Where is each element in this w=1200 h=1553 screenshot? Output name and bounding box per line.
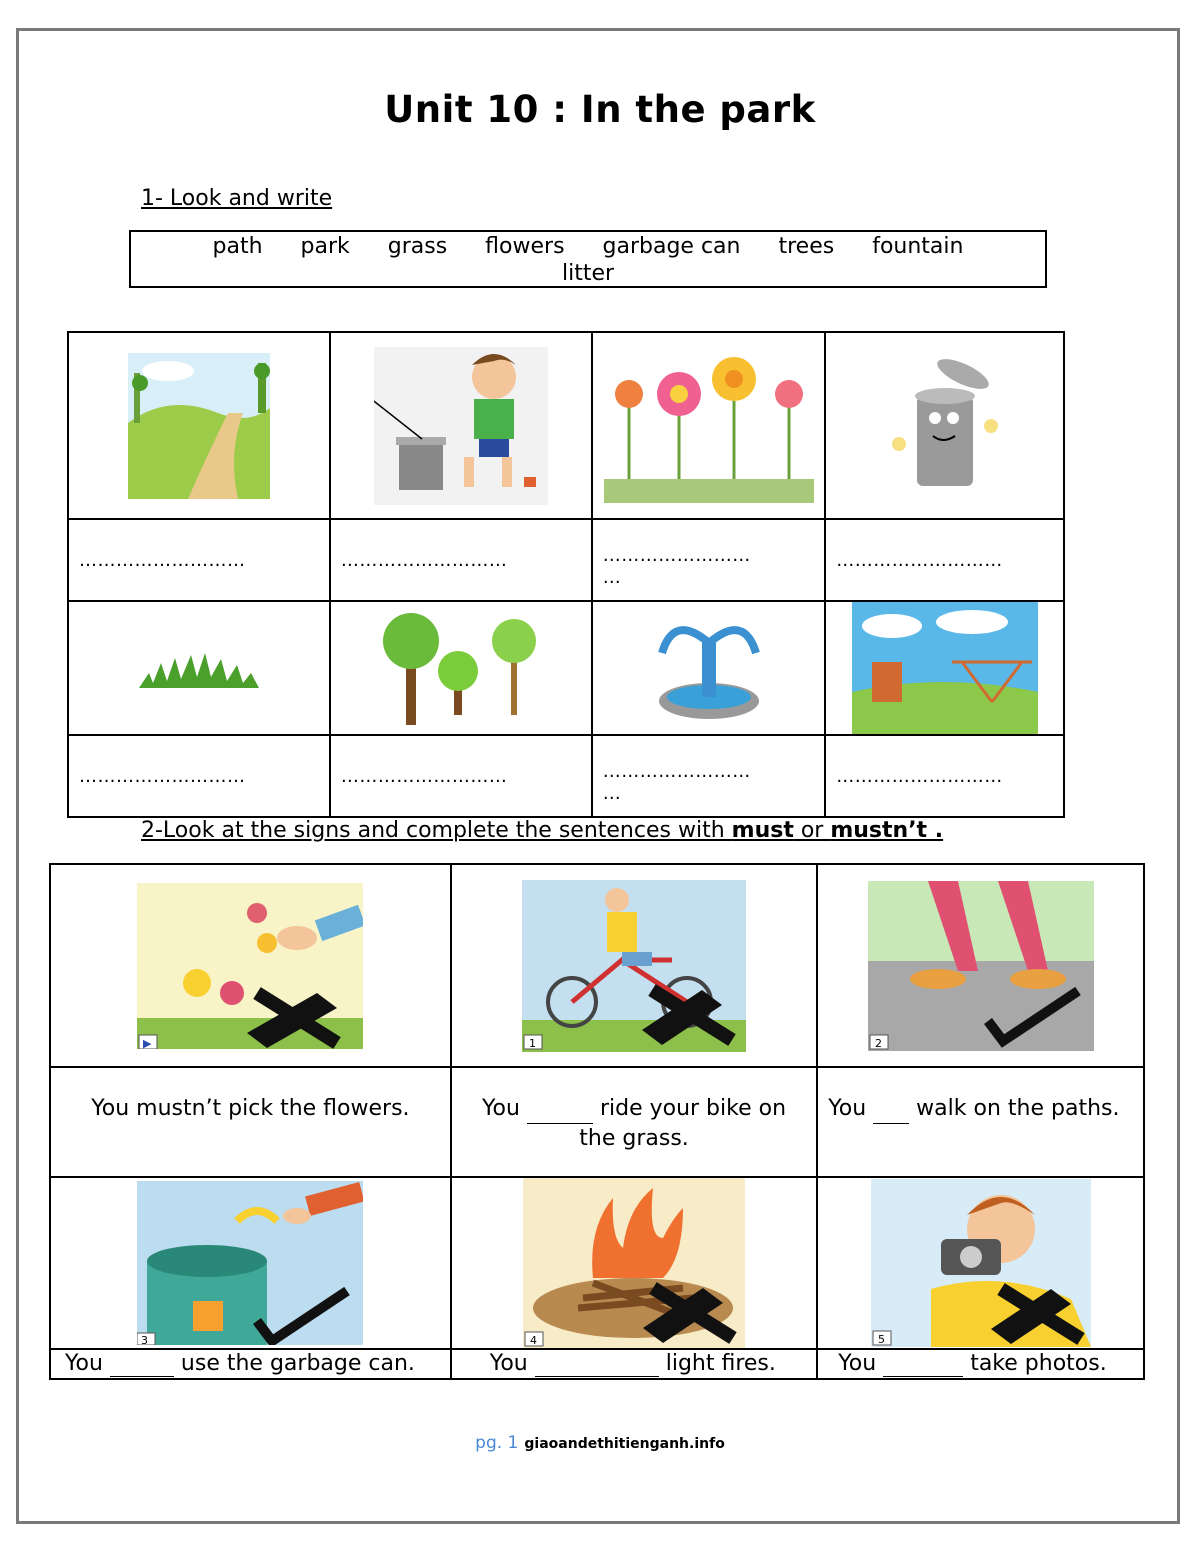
- sign-badge: ▶: [143, 1036, 152, 1049]
- flowers-picture: [604, 349, 814, 503]
- sign-picture-cell: [817, 1177, 1144, 1349]
- page-title: Unit 10 : In the park: [384, 88, 816, 131]
- word-garbage-can: garbage can: [602, 234, 741, 259]
- word-trees: trees: [778, 234, 835, 259]
- garbage-can-sign: [137, 1181, 363, 1345]
- picture-cell: [592, 601, 825, 735]
- footer-site: giaoandethitienganh.info: [524, 1436, 725, 1452]
- pick-flowers-sign: [137, 883, 363, 1049]
- garbage-can-picture: [885, 356, 1005, 496]
- sentence-example: You mustn’t pick the flowers.: [91, 1096, 410, 1121]
- word-flowers: flowers: [485, 234, 565, 259]
- sentence-cell: You walk on the paths.: [817, 1067, 1144, 1177]
- sign-badge: 5: [877, 1333, 885, 1346]
- picture-cell: [68, 332, 330, 519]
- answer-blank[interactable]: ………………………: [68, 519, 330, 601]
- answer-blank[interactable]: ………………………: [68, 735, 330, 817]
- word-grass: grass: [387, 234, 448, 259]
- sentence-cell: [50, 1067, 451, 1177]
- answer-blank[interactable]: ………………………: [330, 735, 592, 817]
- photos-sign: [871, 1179, 1091, 1347]
- path-picture: [128, 353, 270, 499]
- sentence-cell: You ride your bike on the grass.: [451, 1067, 817, 1177]
- sign-picture-cell: [451, 1177, 817, 1349]
- sign-picture-cell: [451, 864, 817, 1067]
- picture-cell: [825, 332, 1064, 519]
- answer-blank[interactable]: ………………………: [825, 735, 1064, 817]
- answer-blank[interactable]: ………………………: [330, 519, 592, 601]
- walk-path-sign: [868, 881, 1094, 1051]
- picture-cell: [330, 601, 592, 735]
- litter-picture: [374, 347, 548, 505]
- sign-badge: 2: [874, 1036, 882, 1050]
- picture-cell: [592, 332, 825, 519]
- sign-badge: 4: [530, 1334, 538, 1347]
- section2-heading: 2-Look at the signs and complete the sentences with must or mustn’t .: [141, 818, 944, 843]
- vocab-table: [67, 331, 1065, 818]
- park-picture: [852, 602, 1038, 734]
- answer-blank[interactable]: [535, 1351, 659, 1377]
- fountain-picture: [654, 613, 764, 723]
- sentence-cell: You use the garbage can.: [50, 1349, 451, 1379]
- trees-picture: [376, 611, 546, 725]
- word-litter: litter: [561, 261, 615, 286]
- word-bank: [129, 230, 1047, 288]
- sign-picture-cell: [50, 1177, 451, 1349]
- sign-picture-cell: [817, 864, 1144, 1067]
- sign-badge: 3: [141, 1334, 149, 1345]
- sign-picture-cell: [50, 864, 451, 1067]
- answer-blank[interactable]: ………………………: [825, 519, 1064, 601]
- sentence-cell: You light fires.: [451, 1349, 817, 1379]
- answer-blank[interactable]: [527, 1094, 593, 1124]
- picture-cell: [825, 601, 1064, 735]
- picture-cell: [68, 601, 330, 735]
- picture-cell: [330, 332, 592, 519]
- ride-bike-sign: [522, 880, 746, 1052]
- answer-blank[interactable]: [110, 1351, 174, 1377]
- section1-heading: 1- Look and write: [141, 186, 333, 211]
- answer-blank[interactable]: [883, 1351, 963, 1377]
- answer-blank[interactable]: [873, 1094, 909, 1124]
- word-park: park: [300, 234, 350, 259]
- word-fountain: fountain: [872, 234, 964, 259]
- word-path: path: [212, 234, 263, 259]
- page-number: pg. 1: [475, 1433, 519, 1453]
- sentence-cell: You take photos.: [817, 1349, 1144, 1379]
- fire-sign: [523, 1178, 745, 1348]
- page-footer: [0, 1433, 1200, 1453]
- answer-blank[interactable]: …………………… …: [592, 519, 825, 601]
- sign-badge: 1: [529, 1036, 537, 1050]
- signs-table: [49, 863, 1145, 1380]
- answer-blank[interactable]: …………………… …: [592, 735, 825, 817]
- grass-picture: [139, 643, 259, 693]
